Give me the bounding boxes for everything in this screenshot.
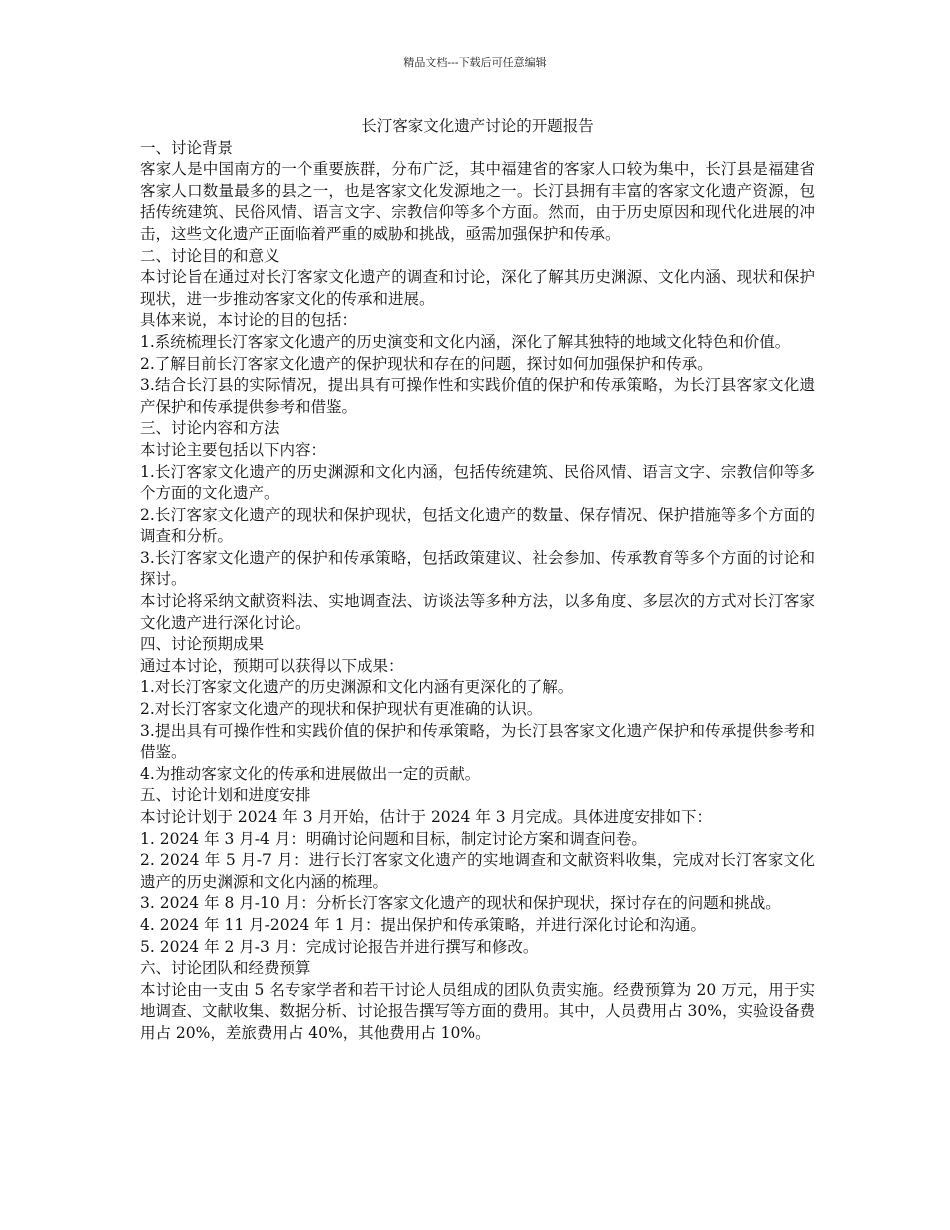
section-heading: 五、讨论计划和进度安排	[140, 786, 311, 805]
section-expected-results	[140, 634, 815, 785]
section-content-methods	[140, 418, 815, 634]
list-item: 3. 2024 年 8 月-10 月：分析长汀客家文化遗产的现状和保护现状，探讨存在的问题和挑战。	[140, 894, 781, 913]
list-item: 3.提出具有可操作性和实践价值的保护和传承策略，为长汀县客家文化遗产保护和传承提供参考和借鉴。	[140, 721, 815, 762]
paragraph: 本讨论主要包括以下内容：	[140, 440, 327, 459]
section-heading: 一、讨论背景	[140, 138, 234, 157]
paragraph: 本讨论计划于 2024 年 3 月开始，估计于 2024 年 3 月完成。具体进度安排如下：	[140, 808, 713, 826]
section-background	[140, 138, 815, 246]
list-item: 2. 2024 年 5 月-7 月：进行长汀客家文化遗产的实地调查和文献资料收集，完成对长汀客家文化遗产的历史渊源和文化内涵的梳理。	[140, 851, 815, 891]
list-item: 1.长汀客家文化遗产的历史渊源和文化内涵，包括传统建筑、民俗风情、语言文字、宗教信仰等多个方面的文化遗产。	[140, 462, 815, 503]
paragraph: 具体来说，本讨论的目的包括：	[140, 311, 358, 330]
section-schedule	[140, 785, 815, 958]
list-item: 2.长汀客家文化遗产的现状和保护现状，包括文化遗产的数量、保存情况、保护措施等多个方面的调查和分析。	[140, 505, 815, 546]
paragraph: 通过本讨论，预期可以获得以下成果：	[140, 656, 404, 675]
paragraph: 客家人是中国南方的一个重要族群，分布广泛，其中福建省的客家人口较为集中，长汀县是福建省客家人口数量最多的县之一，也是客家文化发源地之一。长汀县拥有丰富的客家文化遗产资源，包括传统建筑、民俗风情、语言文字、宗教信仰等多个方面。然而，由于历史原因和现代化进展的冲击，这些文化遗产正面临着严重的威胁和挑战，亟需加强保护和传承。	[140, 160, 815, 243]
list-item: 3.结合长汀县的实际情况，提出具有可操作性和实践价值的保护和传承策略，为长汀县客家文化遗产保护和传承提供参考和借鉴。	[140, 376, 815, 416]
list-item: 4.为推动客家文化的传承和进展做出一定的贡献。	[140, 764, 481, 783]
list-item: 2.对长汀客家文化遗产的现状和保护现状有更准确的认识。	[140, 700, 543, 719]
section-heading: 四、讨论预期成果	[140, 635, 265, 654]
section-heading: 二、讨论目的和意义	[140, 246, 280, 265]
list-item: 5. 2024 年 2 月-3 月：完成讨论报告并进行撰写和修改。	[140, 937, 539, 956]
list-item: 4. 2024 年 11 月-2024 年 1 月：提出保护和传承策略，并进行深化讨论和沟通。	[140, 915, 706, 934]
list-item: 2.了解目前长汀客家文化遗产的保护现状和存在的问题，探讨如何加强保护和传承。	[140, 354, 713, 373]
paragraph: 本讨论旨在通过对长汀客家文化遗产的调查和讨论，深化了解其历史渊源、文化内涵、现状和保护现状，进一步推动客家文化的传承和进展。	[140, 268, 815, 308]
section-team-budget	[140, 958, 815, 1044]
paragraph: 本讨论由一支由 5 名专家学者和若干讨论人员组成的团队负责实施。经费预算为 20 万元，用于实地调查、文献收集、数据分析、讨论报告撰写等方面的费用。其中，人员费用占 30%，实验设备费用占 20%，差旅费用占 40%，其他费用占 10%。	[140, 980, 815, 1042]
list-item: 1.系统梳理长汀客家文化遗产的历史演变和文化内涵，深化了解其独特的地域文化特色和价值。	[140, 332, 791, 351]
list-item: 3.长汀客家文化遗产的保护和传承策略，包括政策建议、社会参加、传承教育等多个方面的讨论和探讨。	[140, 548, 815, 589]
document-body	[140, 116, 815, 1045]
list-item: 1.对长汀客家文化遗产的历史渊源和文化内涵有更深化的了解。	[140, 678, 574, 697]
section-purpose	[140, 246, 815, 419]
list-item: 1. 2024 年 3 月-4 月：明确讨论问题和目标，制定讨论方案和调查问卷。	[140, 829, 647, 848]
section-heading: 三、讨论内容和方法	[140, 419, 280, 438]
page-header: 精品文档---下载后可任意编辑	[403, 56, 547, 69]
paragraph: 本讨论将采纳文献资料法、实地调查法、访谈法等多种方法，以多角度、多层次的方式对长汀客家文化遗产进行深化讨论。	[140, 592, 815, 632]
section-heading: 六、讨论团队和经费预算	[140, 959, 311, 978]
document-title: 长汀客家文化遗产讨论的开题报告	[361, 117, 594, 135]
